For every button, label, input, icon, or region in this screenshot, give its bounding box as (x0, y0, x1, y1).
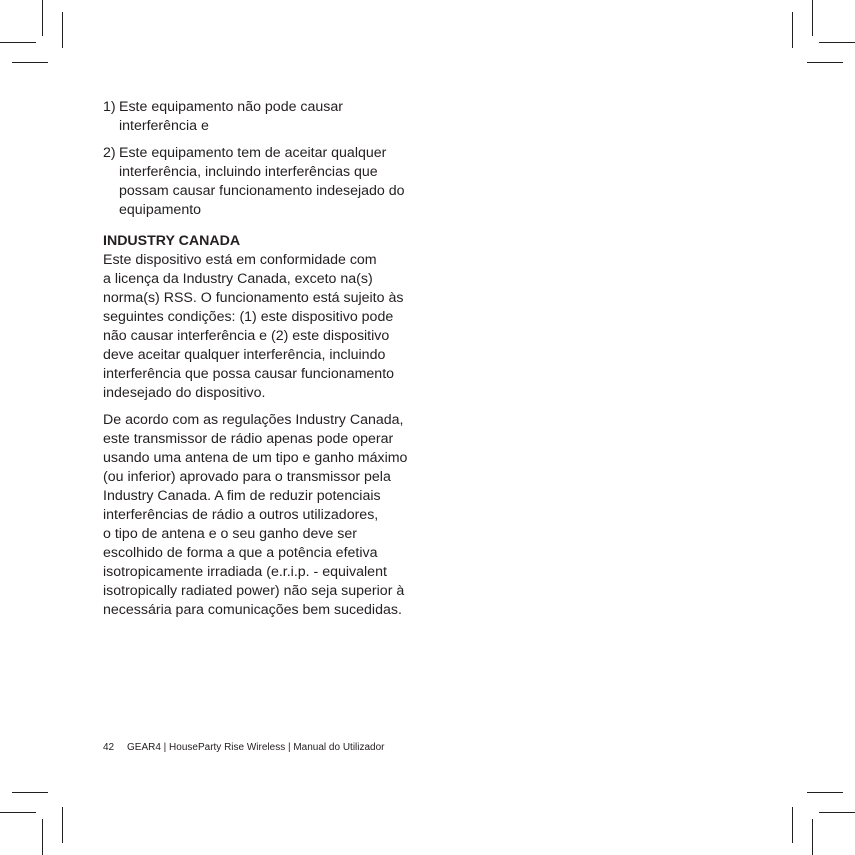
crop-mark (819, 42, 855, 43)
crop-mark (42, 819, 43, 855)
page-content (103, 98, 433, 628)
list-item-number: 2) (103, 145, 116, 161)
list-item (103, 144, 433, 220)
list-item-line: Este equipamento não pode causar (119, 99, 344, 115)
paragraph-line: isotropicamente irradiada (e.r.i.p. - equivalent (103, 564, 387, 580)
crop-mark (812, 0, 813, 36)
paragraph (103, 411, 433, 620)
page-footer (103, 742, 385, 754)
paragraph-line: Este dispositivo está em conformidade com (103, 252, 377, 268)
list-item-number: 1) (103, 99, 116, 115)
conditions-list (103, 98, 433, 220)
paragraph-line: este transmissor de rádio apenas pode operar (103, 431, 394, 447)
list-item-line: Este equipamento tem de aceitar qualquer (119, 145, 387, 161)
crop-mark (12, 62, 48, 63)
section-title: INDUSTRY CANADA (103, 233, 241, 249)
crop-mark (62, 12, 63, 48)
crop-mark (792, 12, 793, 48)
paragraph-line: interferência que possa causar funcionamento (103, 366, 395, 382)
footer-text: GEAR4 | HouseParty Rise Wireless | Manual do Utilizador (127, 742, 385, 753)
paragraph-line: necessária para comunicações bem sucedidas. (103, 602, 402, 618)
crop-mark (0, 812, 36, 813)
paragraph-line: De acordo com as regulações Industry Canada, (103, 412, 404, 428)
crop-mark (812, 819, 813, 855)
list-item-line: interferência e (119, 118, 209, 134)
crop-mark (807, 792, 843, 793)
paragraph-line: deve aceitar qualquer interferência, incluindo (103, 347, 386, 363)
paragraph (103, 251, 433, 403)
crop-mark (819, 812, 855, 813)
paragraph-line: o tipo de antena e o seu ganho deve ser (103, 526, 357, 542)
crop-mark (62, 807, 63, 843)
list-item-line: interferência, incluindo interferências que (119, 164, 378, 180)
paragraph-line: indesejado do dispositivo. (103, 385, 266, 401)
paragraph-line: (ou inferior) aprovado para o transmissor pela (103, 469, 391, 485)
list-item (103, 98, 433, 136)
paragraph-line: não causar interferência e (2) este dispositivo (103, 328, 390, 344)
crop-mark (0, 42, 36, 43)
list-item-line: equipamento (119, 202, 202, 218)
crop-mark (42, 0, 43, 36)
paragraph-line: norma(s) RSS. O funcionamento está sujeito às (103, 290, 404, 306)
paragraph-line: isotropically radiated power) não seja superior à (103, 583, 405, 599)
paragraph-line: usando uma antena de um tipo e ganho máximo (103, 450, 408, 466)
paragraph-line: Industry Canada. A fim de reduzir potenciais (103, 488, 381, 504)
paragraph-line: a licença da Industry Canada, exceto na(s) (103, 271, 373, 287)
paragraph-line: escolhido de forma a que a potência efetiva (103, 545, 378, 561)
crop-mark (807, 62, 843, 63)
paragraph-line: interferências de rádio a outros utilizadores, (103, 507, 379, 523)
list-item-line: possam causar funcionamento indesejado do (119, 183, 405, 199)
crop-mark (792, 807, 793, 843)
paragraph-line: seguintes condições: (1) este dispositivo pode (103, 309, 394, 325)
page-number: 42 (103, 742, 115, 753)
crop-mark (12, 792, 48, 793)
